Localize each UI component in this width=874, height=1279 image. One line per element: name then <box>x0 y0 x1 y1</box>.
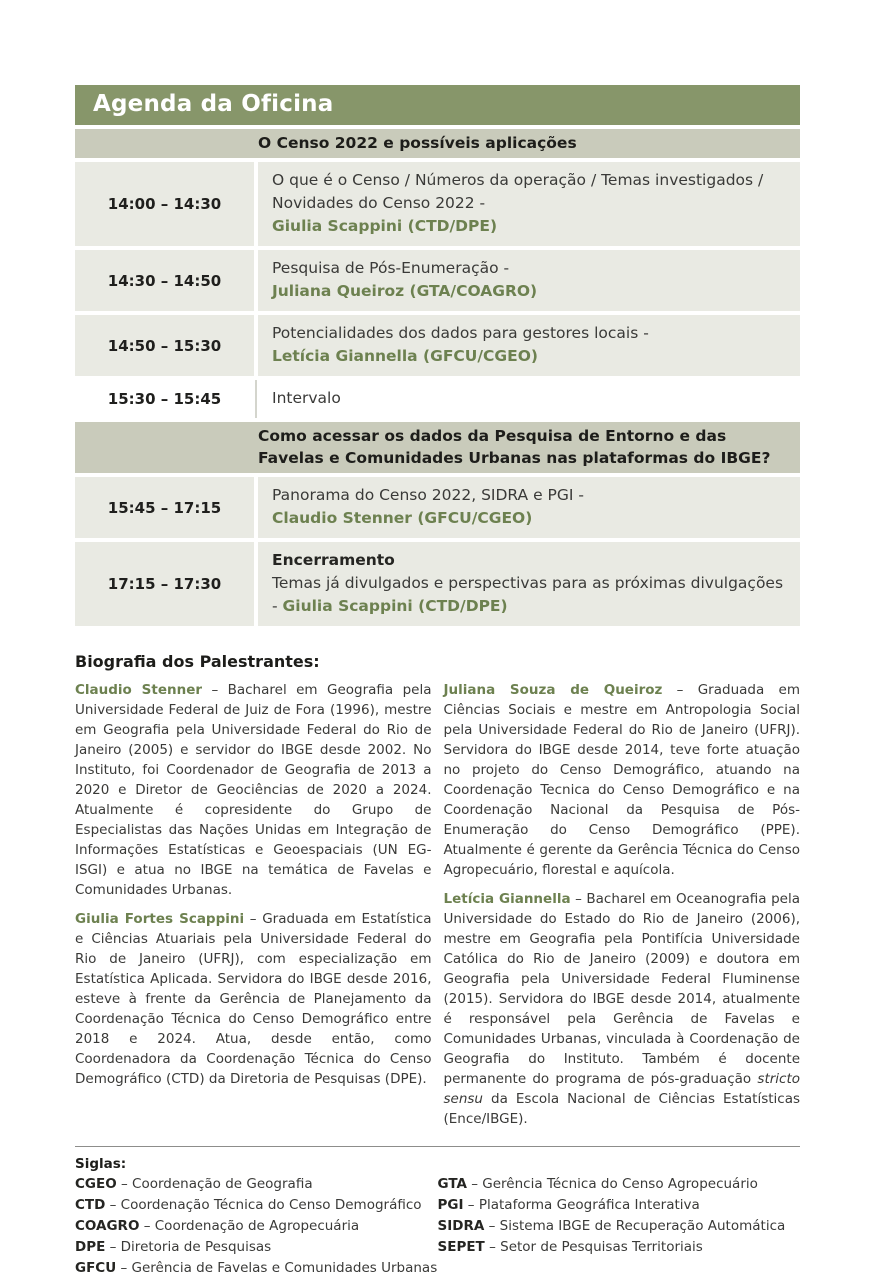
sigla-desc: – Coordenação de Geografia <box>120 1176 313 1192</box>
session-text: Potencialidades dos dados para gestores locais - <box>272 324 649 342</box>
speaker-name: Giulia Scappini (CTD/DPE) <box>282 597 508 615</box>
session-description <box>258 250 800 311</box>
page-content <box>75 85 800 1279</box>
sigla-item <box>438 1216 801 1237</box>
agenda-row-break <box>75 380 800 418</box>
session-description <box>258 162 800 246</box>
sigla-desc: – Gerência de Favelas e Comunidades Urbanas <box>120 1260 438 1276</box>
agenda-table <box>75 85 800 626</box>
sigla-abbr: CTD <box>75 1197 106 1213</box>
bio-text: – Bacharel em Geografia pela Universidade Federal de Juiz de Fora (1996), mestre em Geografia pela Universidade Federal do Rio de Janeiro (2005) e servidor do IBGE desde 2002. No Instituto, foi Coordenador de Geografia de 2013 a 2020 e Diretor de Geociências de 2020 a 2024. Atualmente é copresidente do Grupo de Especialistas das Nações Unidas em Integração de Informações Estatísticas e Geoespaciais (UN EG-ISGI) e atua no IBGE na temática de Favelas e Comunidades Urbanas. <box>75 682 432 898</box>
bios-column-left <box>75 680 432 1138</box>
sigla-desc: – Gerência Técnica do Censo Agropecuário <box>471 1176 758 1192</box>
speaker-name: Letícia Giannella (GFCU/CGEO) <box>272 347 538 365</box>
sigla-item <box>75 1258 438 1279</box>
speaker-name: Claudio Stenner (GFCU/CGEO) <box>272 509 533 527</box>
sigla-abbr: SEPET <box>437 1239 485 1255</box>
bio-text: – Bacharel em Oceanografia pela Universidade do Estado do Rio de Janeiro (2006), mestre em Geografia pela Pontifícia Universidade Católica do Rio de Janeiro (2009) e doutora em Geografia pela Universidade Federal Fluminense (2015). Servidora do IBGE desde 2014, atualmente é responsável pela Gerência de Favelas e Comunidades Urbanas, vinculada à Coordenação de Geografia do Instituto. Também é docente permanente do programa de pós-graduação <box>443 891 801 1087</box>
agenda-row <box>75 315 800 376</box>
bio-name: Juliana Souza de Queiroz <box>443 682 663 698</box>
bio-paragraph <box>444 889 801 1129</box>
sigla-desc: – Coordenação Técnica do Censo Demográfico <box>109 1197 422 1213</box>
time-cell: 14:00 – 14:30 <box>75 162 254 246</box>
sigla-desc: – Coordenação de Agropecuária <box>143 1218 360 1234</box>
bio-text-italic: stricto sensu <box>443 1071 801 1107</box>
session-text: Panorama do Censo 2022, SIDRA e PGI - <box>272 486 584 504</box>
bio-text: da Escola Nacional de Ciências Estatísticas (Ence/IBGE). <box>443 1091 800 1127</box>
bios-column-right <box>444 680 801 1138</box>
agenda-title: Agenda da Oficina <box>93 91 334 117</box>
divider-rule <box>75 1146 800 1147</box>
speaker-name: Giulia Scappini (CTD/DPE) <box>272 217 498 235</box>
session-text: O que é o Censo / Números da operação / Temas investigados / Novidades do Censo 2022 - <box>272 171 764 212</box>
bios-columns <box>75 680 800 1138</box>
session-text: Pesquisa de Pós-Enumeração - <box>272 259 510 277</box>
session-title: Encerramento <box>272 551 395 569</box>
agenda-row <box>75 542 800 626</box>
session-block-header-label: Como acessar os dados da Pesquisa de Entorno e das Favelas e Comunidades Urbanas nas plataformas do IBGE? <box>258 427 771 467</box>
bio-paragraph <box>75 909 432 1089</box>
time-cell: 14:30 – 14:50 <box>75 250 254 311</box>
session-description <box>258 542 800 626</box>
session-text: Temas já divulgados e perspectivas para as próximas divulgações - <box>272 574 784 615</box>
session-description <box>258 477 800 538</box>
sigla-desc: – Diretoria de Pesquisas <box>109 1239 272 1255</box>
sigla-abbr: CGEO <box>75 1176 117 1192</box>
sigla-abbr: DPE <box>75 1239 106 1255</box>
session-block-header-1 <box>75 129 800 158</box>
session-text: Intervalo <box>272 389 341 407</box>
agenda-row <box>75 250 800 311</box>
session-block-header-2 <box>75 422 800 473</box>
sigla-abbr: GFCU <box>75 1260 117 1276</box>
sigla-item <box>75 1216 438 1237</box>
agenda-title-band <box>75 85 800 125</box>
sigla-item <box>438 1174 801 1195</box>
time-cell: 14:50 – 15:30 <box>75 315 254 376</box>
bio-text: – Graduada em Estatística e Ciências Atuariais pela Universidade Federal do Rio de Janeiro (UFRJ), com especialização em Estatística Aplicada. Servidora do IBGE desde 2016, esteve à frente da Gerência de Planejamento da Coordenação Técnica do Censo Demográfico entre 2018 e 2024. Atua, desde então, como Coordenadora da Coordenação Técnica do Censo Demográfico (CTD) da Diretoria de Pesquisas (DPE). <box>75 911 432 1087</box>
agenda-row <box>75 162 800 246</box>
sigla-abbr: PGI <box>437 1197 464 1213</box>
sigla-desc: – Plataforma Geográfica Interativa <box>467 1197 700 1213</box>
bio-name: Letícia Giannella <box>443 891 571 907</box>
sigla-abbr: SIDRA <box>437 1218 485 1234</box>
bios-heading: Biografia dos Palestrantes: <box>75 652 320 671</box>
sigla-desc: – Sistema IBGE de Recuperação Automática <box>488 1218 786 1234</box>
session-block-header-label: O Censo 2022 e possíveis aplicações <box>258 134 577 152</box>
bio-text: – Graduada em Ciências Sociais e mestre em Antropologia Social pela Universidade Federal do Rio de Janeiro (UFRJ). Servidora do IBGE desde 2014, teve forte atuação no projeto do Censo Demográfico, atuando na Coordenação Tecnica do Censo Demográfico e na Coordenação Nacional da Pesquisa de Pós-Enumeração do Censo Demográfico (PPE). Atualmente é gerente da Gerência Técnica do Censo Agropecuário, florestal e aquícola. <box>443 682 800 878</box>
siglas-column-left <box>75 1174 438 1279</box>
time-cell: 17:15 – 17:30 <box>75 542 254 626</box>
bio-name: Claudio Stenner <box>75 682 203 698</box>
time-cell: 15:45 – 17:15 <box>75 477 254 538</box>
sigla-item <box>438 1237 801 1258</box>
siglas-columns <box>75 1174 800 1279</box>
sigla-item <box>438 1195 801 1216</box>
sigla-item <box>75 1174 438 1195</box>
time-cell: 15:30 – 15:45 <box>75 380 254 418</box>
bio-name: Giulia Fortes Scappini <box>75 911 245 927</box>
siglas-heading: Siglas: <box>75 1156 127 1172</box>
sigla-item <box>75 1195 438 1216</box>
session-description <box>258 315 800 376</box>
agenda-row <box>75 477 800 538</box>
sigla-abbr: GTA <box>437 1176 467 1192</box>
bio-paragraph <box>444 680 801 880</box>
sigla-desc: – Setor de Pesquisas Territoriais <box>489 1239 703 1255</box>
speaker-name: Juliana Queiroz (GTA/COAGRO) <box>272 282 538 300</box>
sigla-abbr: COAGRO <box>75 1218 140 1234</box>
bio-paragraph <box>75 680 432 900</box>
session-description <box>255 380 800 418</box>
sigla-item <box>75 1237 438 1258</box>
siglas-column-right <box>438 1174 801 1279</box>
